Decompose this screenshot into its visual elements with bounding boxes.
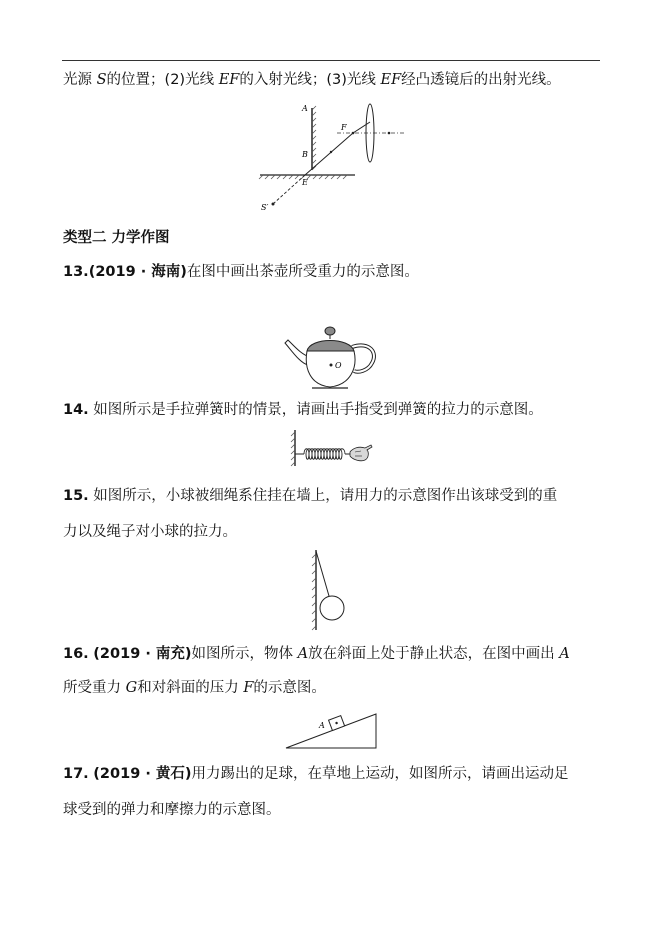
- section-title: 类型二 力学作图: [63, 230, 170, 246]
- text: 如图所示，物体: [191, 646, 298, 662]
- q12-continuation: [63, 70, 561, 90]
- focus-left: [352, 132, 355, 135]
- teapot-figure: [282, 323, 380, 393]
- text: 的入射光线；(3)光线: [239, 72, 381, 88]
- question-source: (2019 · 黄石): [93, 766, 192, 782]
- question-body: 在图中画出茶壶所受重力的示意图。: [186, 264, 419, 280]
- var-ef: EF: [218, 72, 240, 88]
- label-f: F: [341, 123, 347, 132]
- label-e: E: [302, 178, 308, 187]
- question-body: 用力踢出的足球，在草地上运动，如图所示，请画出运动足: [191, 766, 569, 782]
- var-ef: EF: [380, 72, 402, 88]
- var-a: A: [559, 646, 570, 662]
- focus-right: [388, 132, 391, 135]
- ray-dot: [330, 151, 332, 153]
- teapot-body: [306, 351, 355, 387]
- string: [316, 551, 329, 596]
- question-source: (2019 · 南充): [93, 646, 192, 662]
- var-f: F: [243, 680, 254, 696]
- label-s-prime: S′: [261, 203, 269, 212]
- q13-text: [63, 262, 419, 282]
- hand: [350, 445, 372, 461]
- spring-figure: [287, 428, 373, 468]
- optics-figure: [255, 100, 415, 215]
- text: 光源: [63, 72, 97, 88]
- label-b: B: [302, 150, 308, 159]
- q16-text-line1: [63, 644, 570, 664]
- question-number: 17.: [63, 766, 89, 782]
- var-s: S: [96, 72, 107, 88]
- var-a: A: [297, 646, 309, 662]
- virtual-ray: [273, 175, 305, 204]
- header-rule: [62, 60, 600, 61]
- incline-figure: [284, 708, 380, 750]
- text: 所受重力: [63, 680, 126, 696]
- label-a: A: [302, 104, 308, 113]
- pendulum-figure: [308, 548, 352, 632]
- question-body: 如图所示，小球被细绳系住挂在墙上，请用力的示意图作出该球受到的重: [93, 488, 558, 504]
- question-source: (2019 · 海南): [88, 264, 187, 280]
- text: 的示意图。: [253, 680, 326, 696]
- question-number: 15.: [63, 488, 89, 504]
- ball: [320, 596, 344, 620]
- teapot-lid: [307, 341, 354, 352]
- ray-to-lens: [353, 122, 370, 133]
- question-body: 如图所示是手拉弹簧时的情景，请画出手指受到弹簧的拉力的示意图。: [93, 402, 543, 418]
- q17-text-line1: [63, 764, 569, 784]
- q16-text-line2: [63, 678, 326, 698]
- question-number: 13.: [63, 264, 89, 280]
- lid-knob: [325, 327, 335, 335]
- label-a: A: [319, 721, 325, 730]
- text: 的位置；(2)光线: [106, 72, 219, 88]
- var-g: G: [125, 680, 138, 696]
- image-point: [272, 203, 275, 206]
- text: 经凸透镜后的出射光线。: [401, 72, 561, 88]
- text: 和对斜面的压力: [137, 680, 244, 696]
- q14-text: [63, 400, 543, 420]
- spring-coil: [304, 449, 345, 460]
- q17-text-line2: 球受到的弹力和摩擦力的示意图。: [63, 802, 281, 818]
- q15-text-line1: [63, 486, 557, 506]
- question-number: 14.: [63, 402, 89, 418]
- q15-text-line2: 力以及绳子对小球的拉力。: [63, 524, 237, 540]
- center-o-point: [330, 364, 333, 367]
- text: 放在斜面上处于静止状态，在图中画出: [308, 646, 560, 662]
- question-number: 16.: [63, 646, 89, 662]
- label-o: O: [335, 361, 342, 370]
